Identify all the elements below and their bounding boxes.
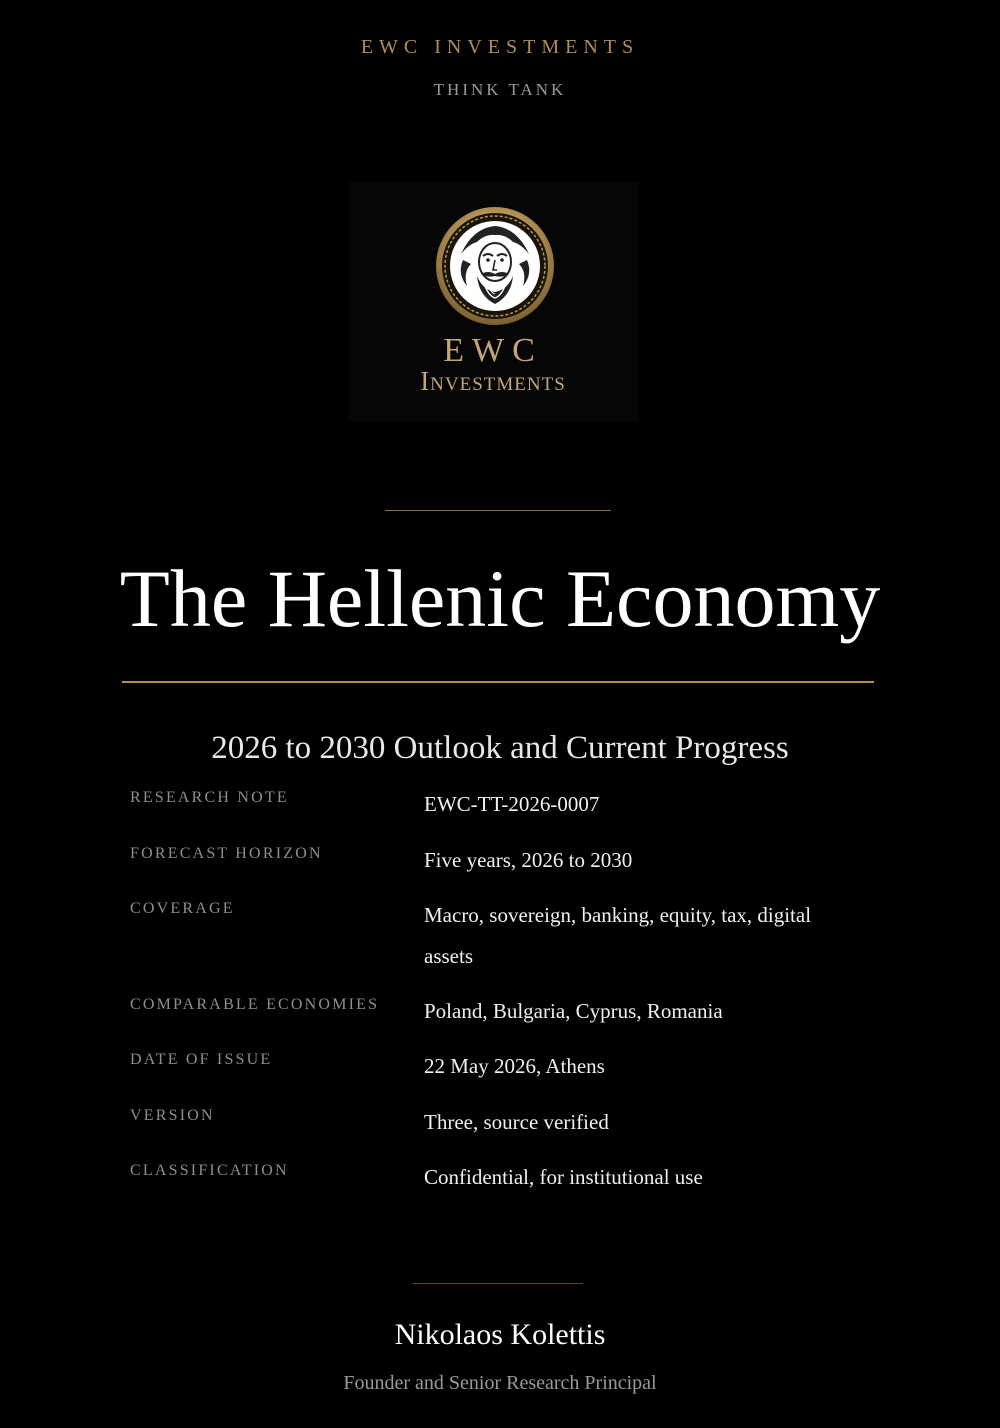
logo-wordmark-investments: Investments xyxy=(420,366,566,396)
logo xyxy=(348,182,638,422)
meta-label-comparable-economies: COMPARABLE ECONOMIES xyxy=(130,996,380,1013)
brand-subtitle: THINK TANK xyxy=(433,80,567,99)
meta-label-version: VERSION xyxy=(130,1107,215,1124)
author-role: Founder and Senior Research Principal xyxy=(343,1372,657,1394)
document-subtitle: 2026 to 2030 Outlook and Current Progress xyxy=(211,730,789,766)
meta-label-forecast-horizon: FORECAST HORIZON xyxy=(130,845,323,862)
author-name: Nikolaos Kolettis xyxy=(394,1318,606,1351)
meta-label-research-note: RESEARCH NOTE xyxy=(130,789,289,806)
meta-value-classification: Confidential, for institutional use xyxy=(424,1165,703,1189)
meta-label-classification: CLASSIFICATION xyxy=(130,1162,289,1179)
divider-footer xyxy=(413,1283,583,1284)
title-divider xyxy=(122,681,874,683)
meta-label-date-of-issue: DATE OF ISSUE xyxy=(130,1051,273,1068)
divider-top xyxy=(385,510,611,511)
meta-label-coverage: COVERAGE xyxy=(130,900,235,917)
meta-value-coverage: Macro, sovereign, banking, equity, tax, digital assets xyxy=(424,903,812,968)
document-title: The Hellenic Economy xyxy=(119,553,881,644)
meta-value-forecast-horizon: Five years, 2026 to 2030 xyxy=(424,848,633,872)
logo-wordmark-ewc: EWC xyxy=(443,332,543,369)
zeus-medallion-icon xyxy=(433,204,557,328)
brand-name: EWC INVESTMENTS xyxy=(360,36,640,58)
meta-value-comparable-economies: Poland, Bulgaria, Cyprus, Romania xyxy=(424,999,723,1023)
meta-value-date-of-issue: 22 May 2026, Athens xyxy=(424,1054,605,1078)
meta-value-version: Three, source verified xyxy=(424,1110,609,1134)
meta-value-research-note: EWC-TT-2026-0007 xyxy=(424,792,600,816)
